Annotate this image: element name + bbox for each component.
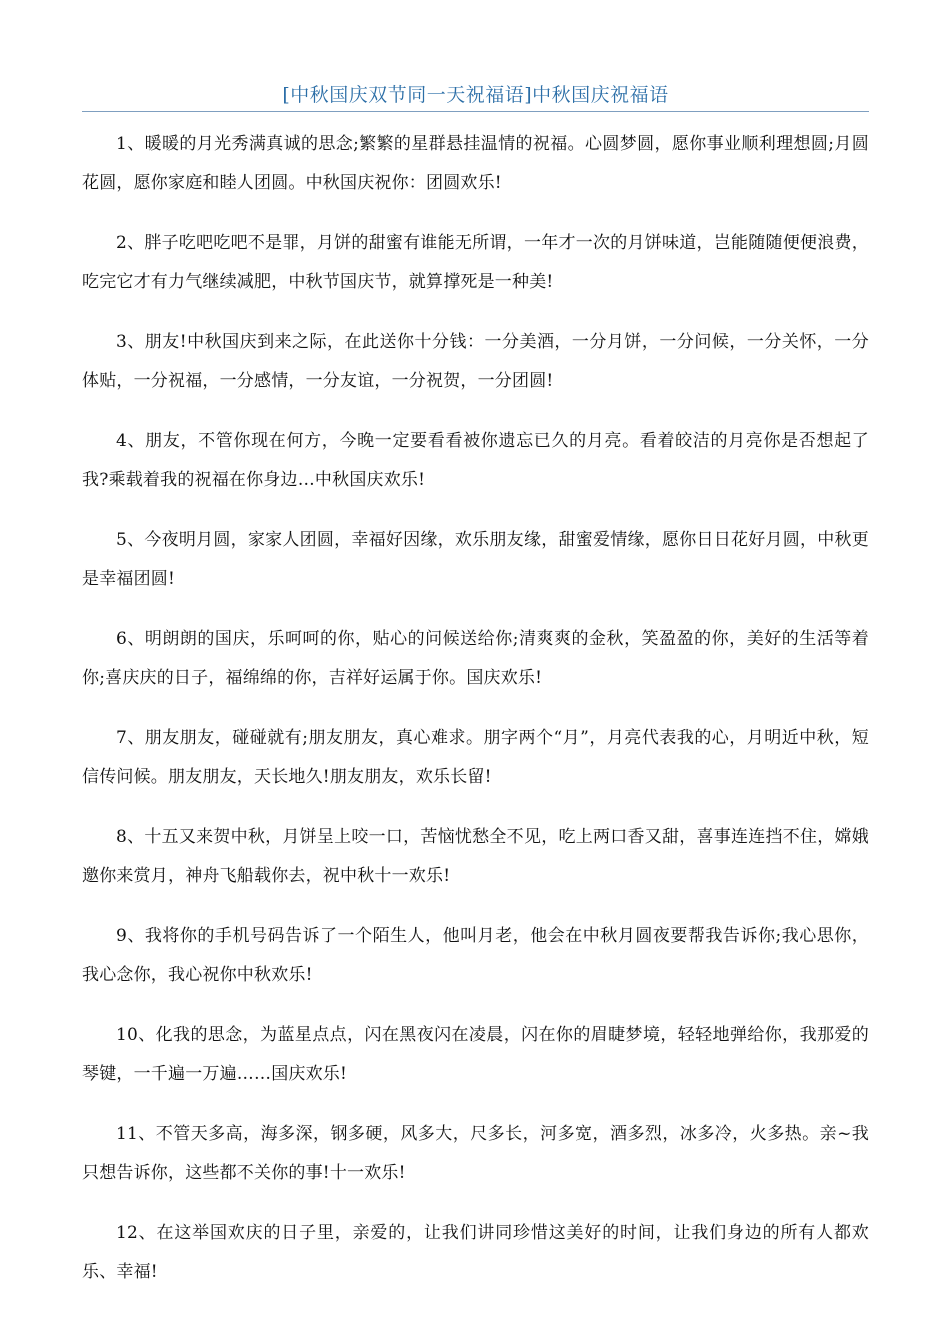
paragraph: 12、在这举国欢庆的日子里，亲爱的，让我们讲同珍惜这美好的时间，让我们身边的所有人都欢乐、幸福! (82, 1223, 869, 1282)
paragraph: 10、化我的思念，为蓝星点点，闪在黑夜闪在凌晨，闪在你的眉睫梦境，轻轻地弹给你，我那爱的琴键，一千遍一万遍……国庆欢乐! (82, 1025, 869, 1084)
paragraph: 6、明朗朗的国庆，乐呵呵的你，贴心的问候送给你;清爽爽的金秋，笑盈盈的你，美好的生活等着你;喜庆庆的日子，福绵绵的你，吉祥好运属于你。国庆欢乐! (82, 629, 869, 688)
paragraph: 7、朋友朋友，碰碰就有;朋友朋友，真心难求。朋字两个“月”，月亮代表我的心，月明近中秋，短信传问候。朋友朋友，天长地久!朋友朋友，欢乐长留! (82, 728, 869, 787)
paragraph: 1、暖暖的月光秀满真诚的思念;繁繁的星群悬挂温情的祝福。心圆梦圆，愿你事业顺利理想圆;月圆花圆，愿你家庭和睦人团圆。中秋国庆祝你：团圆欢乐! (82, 134, 869, 193)
paragraph: 5、今夜明月圆，家家人团圆，幸福好因缘，欢乐朋友缘，甜蜜爱情缘，愿你日日花好月圆，中秋更是幸福团圆! (82, 530, 869, 589)
paragraph: 4、朋友，不管你现在何方，今晚一定要看看被你遗忘已久的月亮。看着皎洁的月亮你是否想起了我?乘载着我的祝福在你身边…中秋国庆欢乐! (82, 431, 869, 490)
paragraph: 9、我将你的手机号码告诉了一个陌生人，他叫月老，他会在中秋月圆夜要帮我告诉你;我心思你，我心念你，我心祝你中秋欢乐! (82, 926, 869, 985)
paragraph: 2、胖子吃吧吃吧不是罪，月饼的甜蜜有谁能无所谓，一年才一次的月饼味道，岂能随随便便浪费，吃完它才有力气继续减肥，中秋节国庆节，就算撑死是一种美! (82, 233, 869, 292)
document-page (82, 0, 869, 1313)
paragraph: 8、十五又来贺中秋，月饼呈上咬一口，苦恼忧愁全不见，吃上两口香又甜，喜事连连挡不住，嫦娥邀你来赏月，神舟飞船载你去，祝中秋十一欢乐! (82, 827, 869, 886)
paragraph-list (82, 125, 869, 1292)
paragraph: 11、不管天多高，海多深，钢多硬，风多大，尺多长，河多宽，酒多烈，冰多冷，火多热。亲~我只想告诉你，这些都不关你的事!十一欢乐! (82, 1124, 869, 1183)
title-divider (82, 111, 869, 112)
paragraph: 3、朋友!中秋国庆到来之际，在此送你十分钱：一分美酒，一分月饼，一分问候，一分关怀，一分体贴，一分祝福，一分感情，一分友谊，一分祝贺，一分团圆! (82, 332, 869, 391)
document-title: [中秋国庆双节同一天祝福语]中秋国庆祝福语 (282, 84, 669, 106)
